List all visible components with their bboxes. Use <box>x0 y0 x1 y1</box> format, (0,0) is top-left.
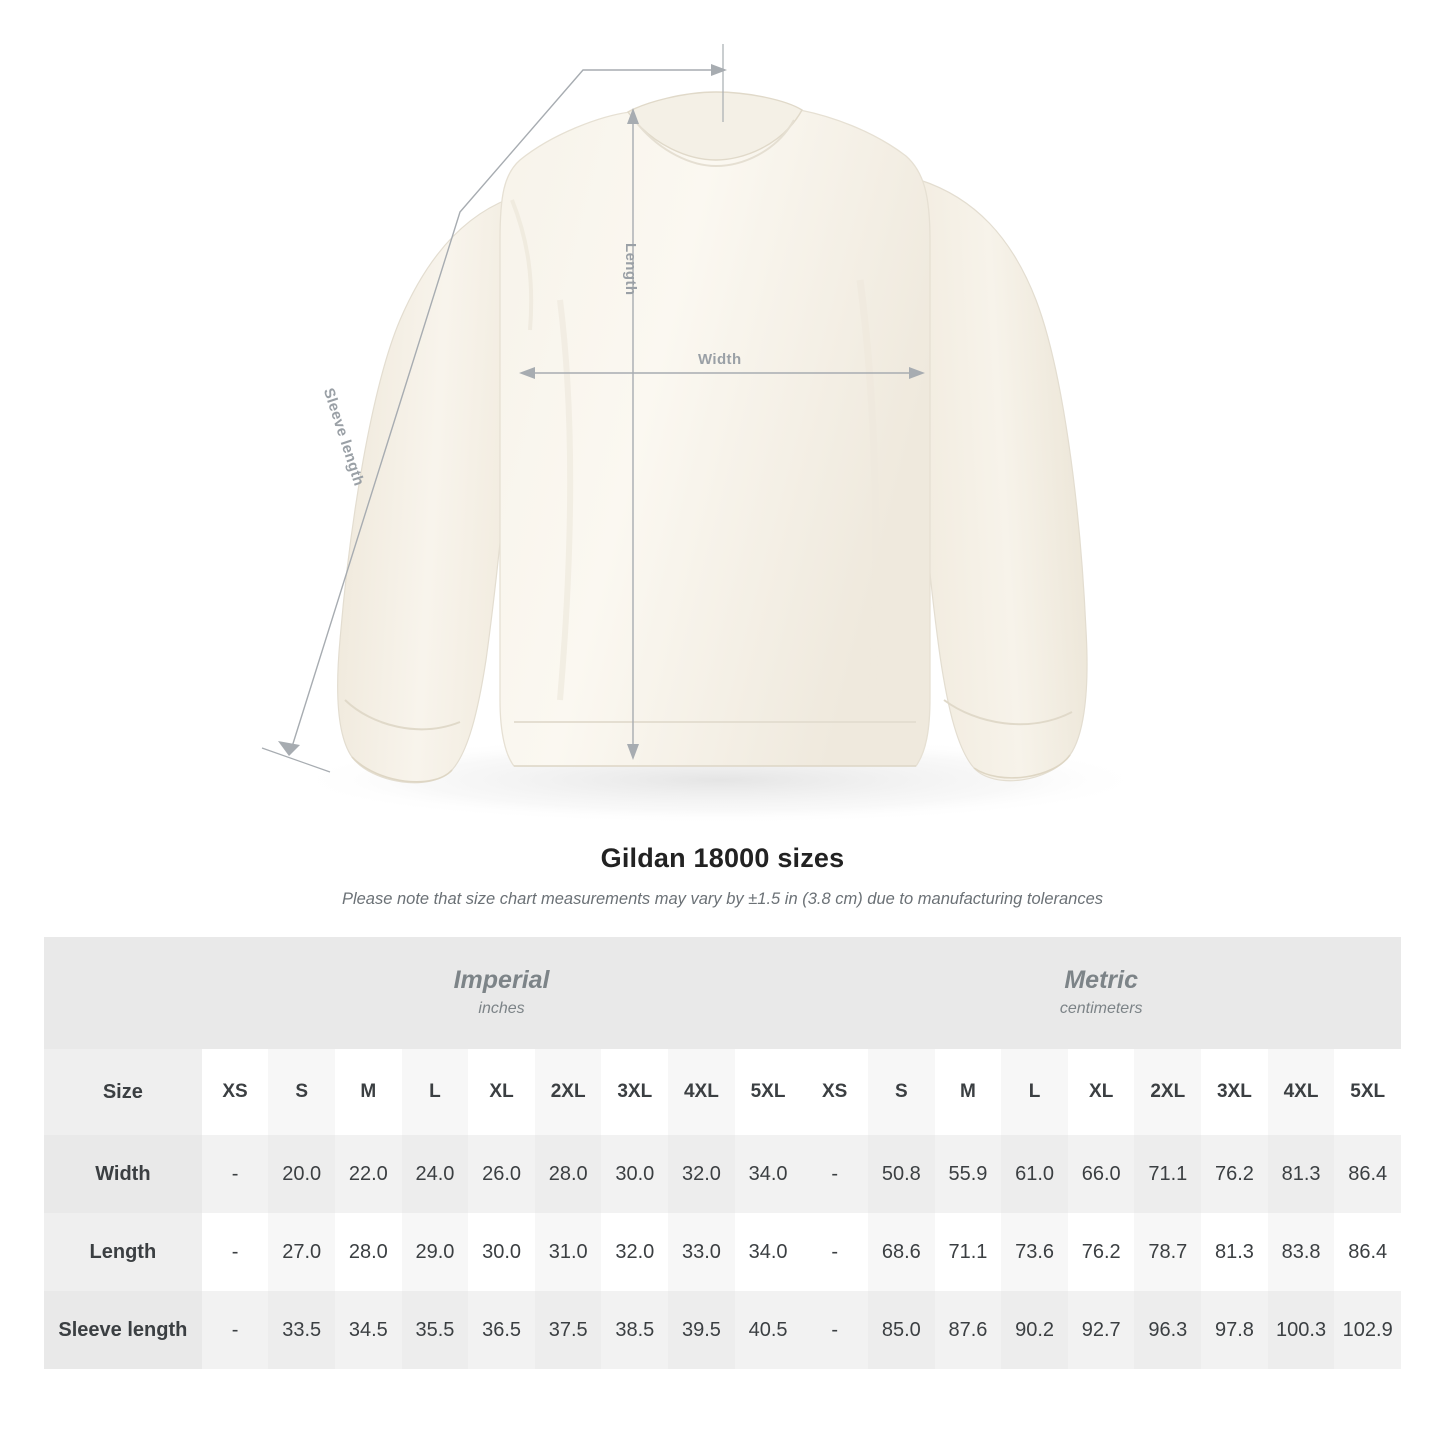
page-title: Gildan 18000 sizes <box>600 843 845 873</box>
measurement-cell: 32.0 <box>601 1213 668 1291</box>
unit-system-units: centimeters <box>1059 999 1143 1017</box>
tolerance-note: Please note that size chart measurements may vary by ±1.5 in (3.8 cm) due to manufacturing tolerances <box>341 890 1104 908</box>
table-row <box>44 1213 1401 1291</box>
width-dimension-label: Width <box>698 351 742 368</box>
size-header-cell: S <box>868 1049 935 1135</box>
measurement-cell: 83.8 <box>1268 1213 1335 1291</box>
measurement-cell: 55.9 <box>935 1135 1002 1213</box>
measurement-cell: 26.0 <box>468 1135 535 1213</box>
size-header-row <box>44 1049 1401 1135</box>
measurement-cell: 28.0 <box>535 1135 602 1213</box>
measurement-cell: 34.0 <box>735 1135 802 1213</box>
measurement-cell: 71.1 <box>935 1213 1002 1291</box>
size-header-cell: 2XL <box>1134 1049 1201 1135</box>
measurement-cell: 33.5 <box>268 1291 335 1369</box>
unit-system-header-imperial <box>202 937 802 1049</box>
measurement-cell: 39.5 <box>668 1291 735 1369</box>
measurement-cell: 36.5 <box>468 1291 535 1369</box>
unit-system-name: Metric <box>1064 965 1138 994</box>
measurement-cell: 86.4 <box>1334 1135 1401 1213</box>
measurement-cell: 38.5 <box>601 1291 668 1369</box>
measurement-cell: 34.5 <box>335 1291 402 1369</box>
size-header-cell: L <box>402 1049 469 1135</box>
size-header-cell: S <box>268 1049 335 1135</box>
measurement-cell: 76.2 <box>1068 1213 1135 1291</box>
unit-system-header-metric <box>801 937 1401 1049</box>
title-block <box>0 843 1445 909</box>
measurement-cell: 90.2 <box>1001 1291 1068 1369</box>
measurement-cell: 100.3 <box>1268 1291 1335 1369</box>
table-row <box>44 1135 1401 1213</box>
measurement-cell: 78.7 <box>1134 1213 1201 1291</box>
length-dimension-label: Length <box>622 243 639 296</box>
measurement-cell: 61.0 <box>1001 1135 1068 1213</box>
measurement-cell: 50.8 <box>868 1135 935 1213</box>
measurement-cell: 22.0 <box>335 1135 402 1213</box>
measurement-cell: 30.0 <box>601 1135 668 1213</box>
measurement-cell: - <box>202 1135 269 1213</box>
unit-header-spacer <box>44 937 202 1049</box>
measurement-cell: 86.4 <box>1334 1213 1401 1291</box>
measurement-cell: 81.3 <box>1268 1135 1335 1213</box>
measurement-cell: 73.6 <box>1001 1213 1068 1291</box>
measurement-cell: - <box>801 1291 868 1369</box>
measurement-cell: 71.1 <box>1134 1135 1201 1213</box>
size-header-cell: 3XL <box>1201 1049 1268 1135</box>
unit-system-name: Imperial <box>453 965 550 994</box>
size-header-cell: XL <box>1068 1049 1135 1135</box>
measurement-cell: 28.0 <box>335 1213 402 1291</box>
sleeve-length-dimension-label: Sleeve length <box>319 386 368 489</box>
measurement-cell: 96.3 <box>1134 1291 1201 1369</box>
measurement-row-label: Sleeve length <box>44 1291 202 1369</box>
measurement-cell: 29.0 <box>402 1213 469 1291</box>
size-header-cell: XS <box>202 1049 269 1135</box>
measurement-cell: 33.0 <box>668 1213 735 1291</box>
measurement-row-label: Length <box>44 1213 202 1291</box>
measurement-cell: 40.5 <box>735 1291 802 1369</box>
measurement-cell: 30.0 <box>468 1213 535 1291</box>
size-chart-table <box>44 937 1401 1369</box>
measurement-cell: - <box>202 1291 269 1369</box>
measurement-cell: 31.0 <box>535 1213 602 1291</box>
measurement-cell: 35.5 <box>402 1291 469 1369</box>
size-header-cell: 4XL <box>1268 1049 1335 1135</box>
measurement-row-label: Width <box>44 1135 202 1213</box>
size-header-cell: XS <box>801 1049 868 1135</box>
size-header-cell: XL <box>468 1049 535 1135</box>
measurement-cell: 24.0 <box>402 1135 469 1213</box>
size-header-cell: 3XL <box>601 1049 668 1135</box>
unit-system-header-row <box>44 937 1401 1049</box>
measurement-cell: 68.6 <box>868 1213 935 1291</box>
measurement-cell: 87.6 <box>935 1291 1002 1369</box>
measurement-cell: 92.7 <box>1068 1291 1135 1369</box>
measurement-cell: 66.0 <box>1068 1135 1135 1213</box>
size-chart-table-wrapper <box>0 937 1445 1369</box>
measurement-cell: - <box>801 1213 868 1291</box>
measurement-cell: 37.5 <box>535 1291 602 1369</box>
size-header-cell: 4XL <box>668 1049 735 1135</box>
measurement-cell: 27.0 <box>268 1213 335 1291</box>
size-header-cell: 2XL <box>535 1049 602 1135</box>
measurement-cell: 81.3 <box>1201 1213 1268 1291</box>
size-header-cell: M <box>335 1049 402 1135</box>
measurement-cell: 20.0 <box>268 1135 335 1213</box>
measurement-cell: - <box>801 1135 868 1213</box>
measurement-cell: 34.0 <box>735 1213 802 1291</box>
measurement-cell: 76.2 <box>1201 1135 1268 1213</box>
size-column-header: Size <box>44 1049 202 1135</box>
size-header-cell: 5XL <box>735 1049 802 1135</box>
size-header-cell: L <box>1001 1049 1068 1135</box>
table-row <box>44 1291 1401 1369</box>
unit-system-units: inches <box>478 999 525 1017</box>
measurement-cell: 32.0 <box>668 1135 735 1213</box>
size-header-cell: M <box>935 1049 1002 1135</box>
measurement-cell: 97.8 <box>1201 1291 1268 1369</box>
measurement-cell: 102.9 <box>1334 1291 1401 1369</box>
measurement-cell: 85.0 <box>868 1291 935 1369</box>
measurement-cell: - <box>202 1213 269 1291</box>
size-header-cell: 5XL <box>1334 1049 1401 1135</box>
